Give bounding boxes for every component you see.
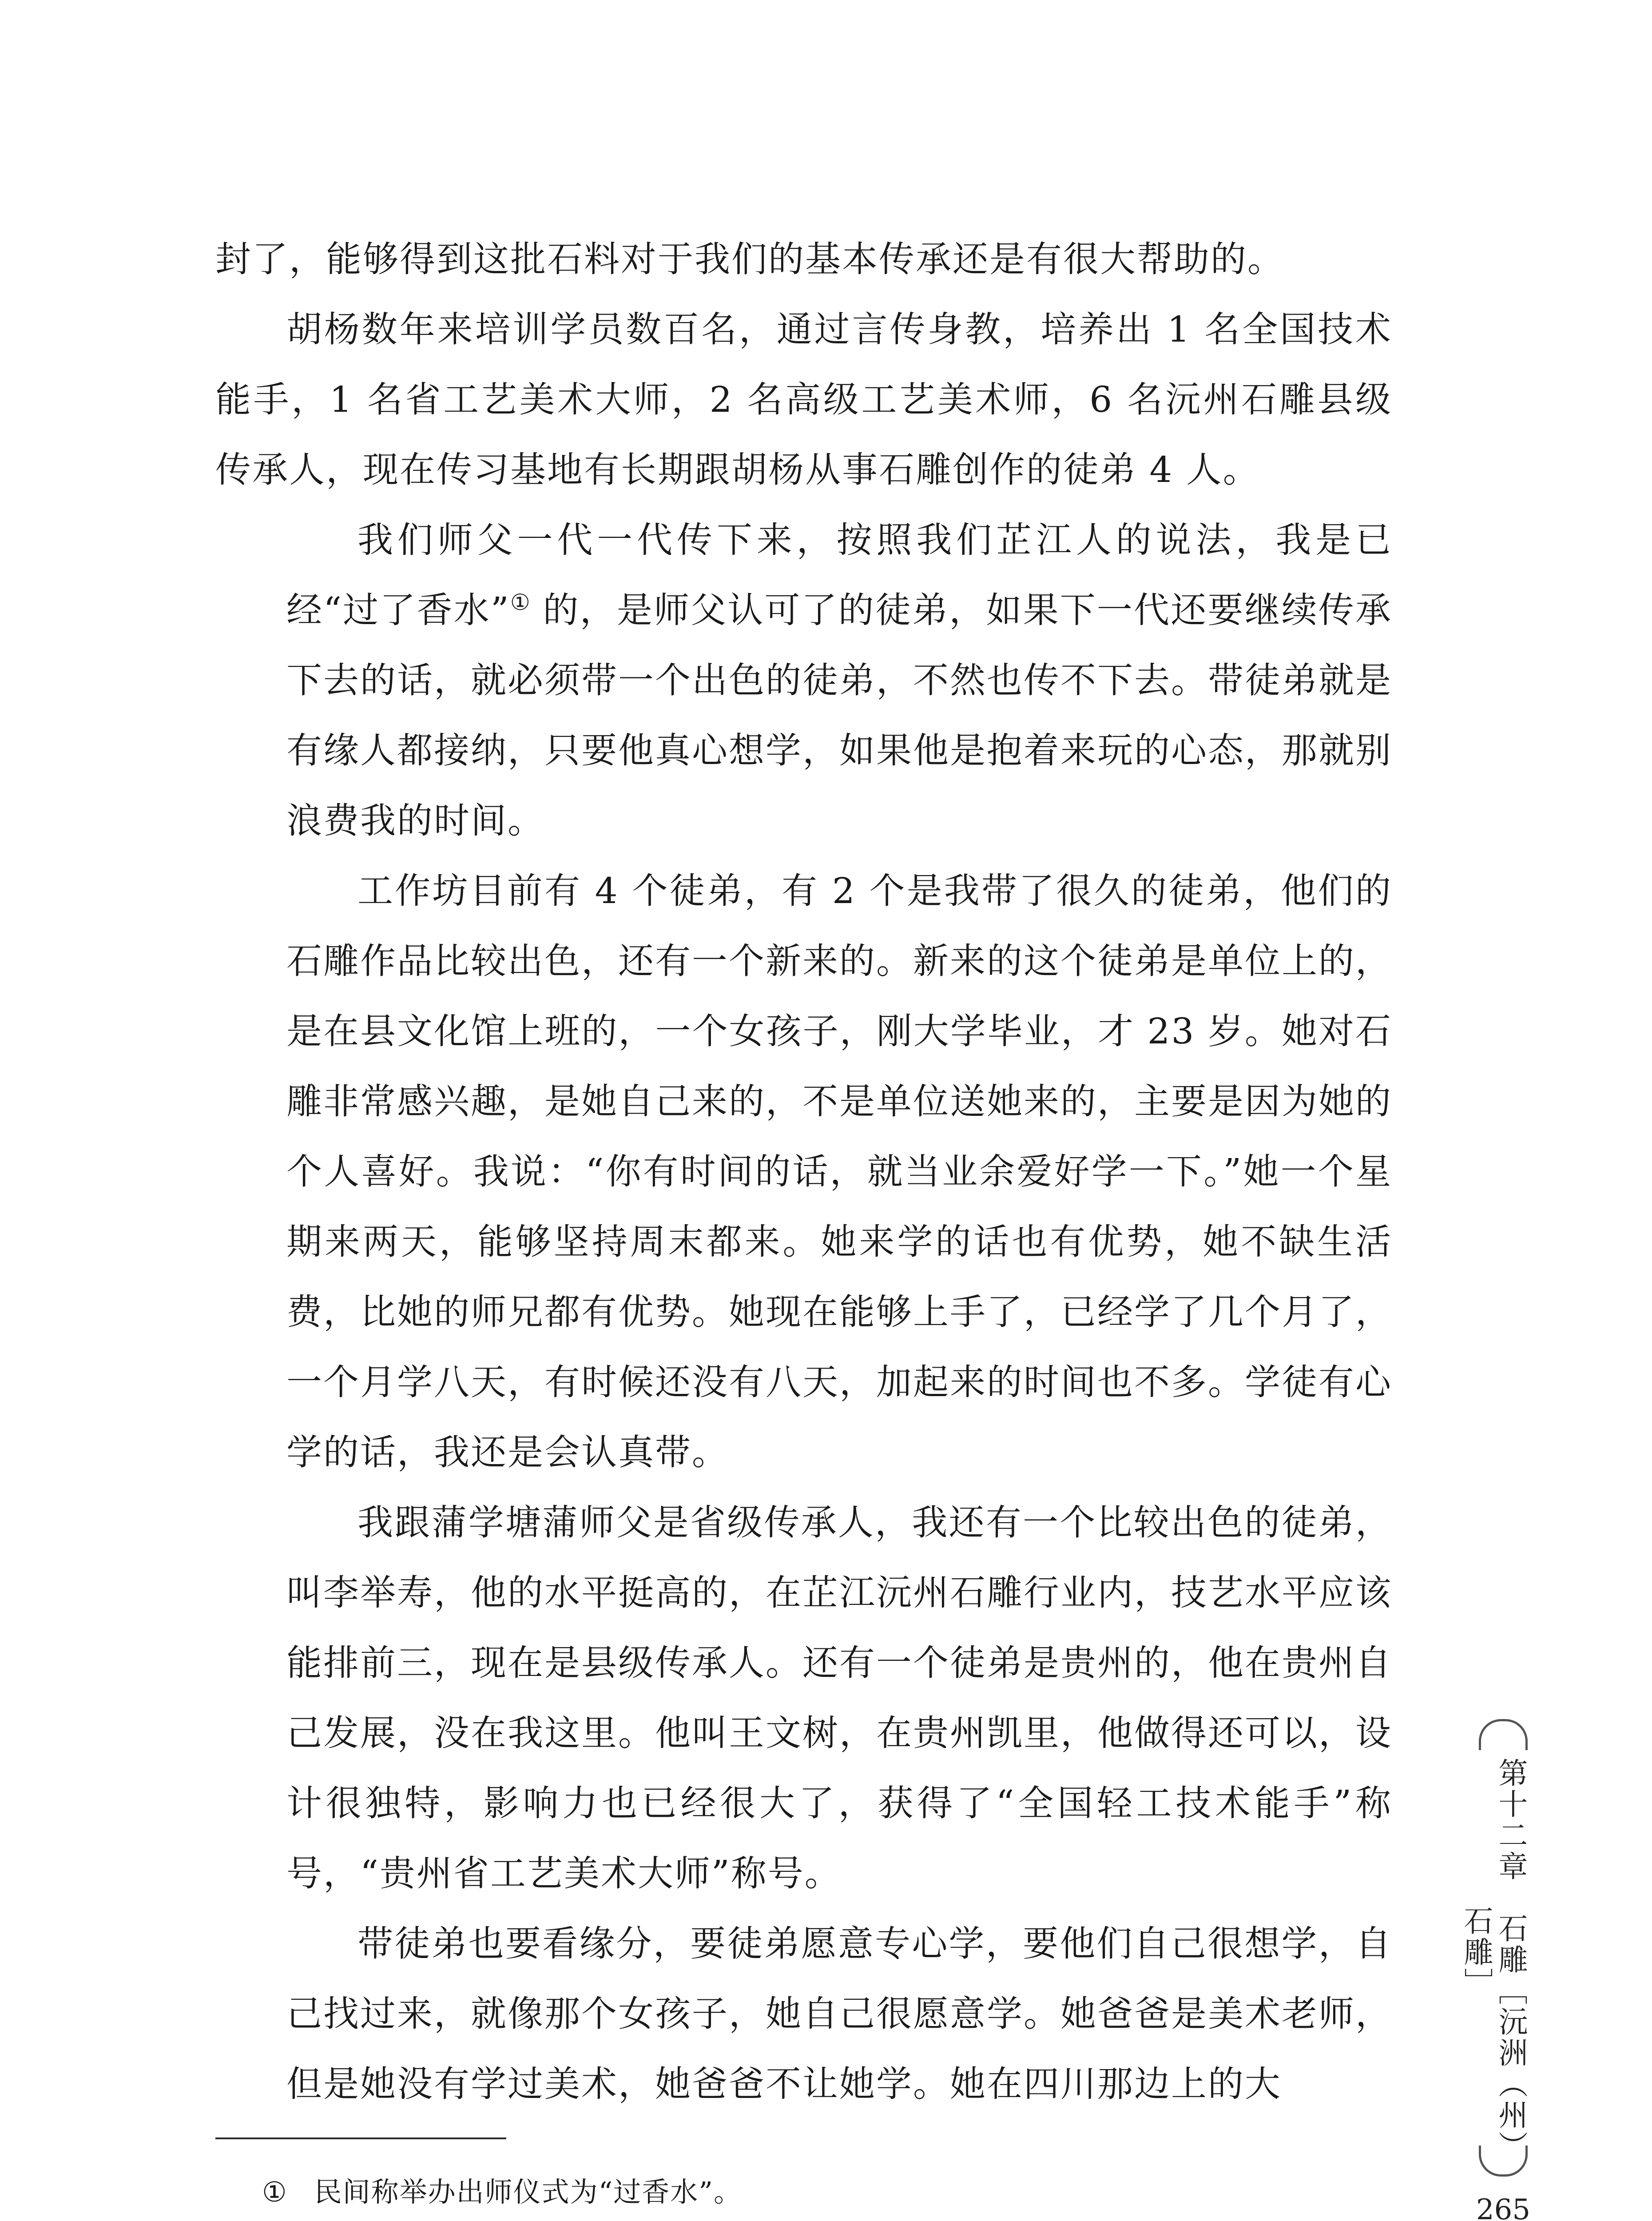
quote-paragraph-4: 带徒弟也要看缘分，要徒弟愿意专心学，要他们自己很想学，自己找过来，就像那个女孩子，她自己很愿意学。她爸爸是美术老师，但是她没有学过美术，她爸爸不让她学。她在四川那边上的大 <box>286 1923 1392 2105</box>
footnote-divider <box>215 2137 506 2139</box>
interview-quote <box>215 505 1392 2119</box>
footnote-reference: ① <box>510 589 530 615</box>
running-head-chapter: 第十二章 <box>1493 1757 1528 1882</box>
quote-paragraph-2: 工作坊目前有 4 个徒弟，有 2 个是我带了很久的徒弟，他们的石雕作品比较出色，还有一个新来的。新来的这个徒弟是单位上的，是在县文化馆上班的，一个女孩子，刚大学毕业，才 23 岁。她对石雕非常感兴趣，是她自己来的，不是单位送她来的，主要是因为她的个人喜好。我说：“你有时间的话，就当业余爱好学一下。”她一个星期来两天，能够坚持周末都来。她来学的话也有优势，她不缺生活费，比她的师兄都有优势。她现在能够上手了，已经学了几个月了，一个月学八天，有时候还没有八天，加起来的时间也不多。学徒有心学的话，我还是会认真带。 <box>286 870 1392 1473</box>
running-head <box>1459 1757 1528 2148</box>
footnote-text: 民间称举办出师仪式为“过香水”。 <box>314 2176 742 2208</box>
footnote-mark: ① <box>262 2176 288 2208</box>
running-head-bracket-top <box>1479 1719 1528 1750</box>
running-head-bracket-bottom <box>1479 2145 1528 2177</box>
quote-paragraph-1-rest: 的，是师父认可了的徒弟，如果下一代还要继续传承下去的话，就必须带一个出色的徒弟，不然也传不下去。带徒弟就是有缘人都接纳，只要他真心想学，如果他是抱着来玩的心态，那就别浪费我的时间。 <box>286 589 1393 841</box>
quote-paragraph-3: 我跟蒲学塘蒲师父是省级传承人，我还有一个比较出色的徒弟，叫李举寿，他的水平挺高的，在芷江沅州石雕行业内，技艺水平应该能排前三，现在是县级传承人。还有一个徒弟是贵州的，他在贵州自己发展，没在我这里。他叫王文树，在贵州凯里，他做得还可以，设计很独特，影响力也已经很大了，获得了“全国轻工技术能手”称号，“贵州省工艺美术大师”称号。 <box>286 1502 1392 1894</box>
quote-paragraph-1-text: 我们师父一代一代传下来，按照我们芷江人的说法，我是已经“过了香水” <box>286 519 1392 631</box>
quote-paragraph-1 <box>286 505 1392 856</box>
paragraph-summary: 胡杨数年来培训学员数百名，通过言传身教，培养出 1 名全国技术能手，1 名省工艺美术大师，2 名高级工艺美术师，6 名沅州石雕县级传承人，现在传习基地有长期跟胡杨从事石雕创作的徒弟 4 人。 <box>215 309 1392 490</box>
paragraph-continuation: 封了，能够得到这批石料对于我们的基本传承还是有很大帮助的。 <box>215 239 1284 280</box>
running-head-title: 石雕［沅洲（州）石雕］ <box>1459 1906 1528 2147</box>
main-text-block <box>215 224 1392 2119</box>
footnote <box>262 2174 742 2210</box>
page-number: 265 <box>1476 2193 1531 2221</box>
